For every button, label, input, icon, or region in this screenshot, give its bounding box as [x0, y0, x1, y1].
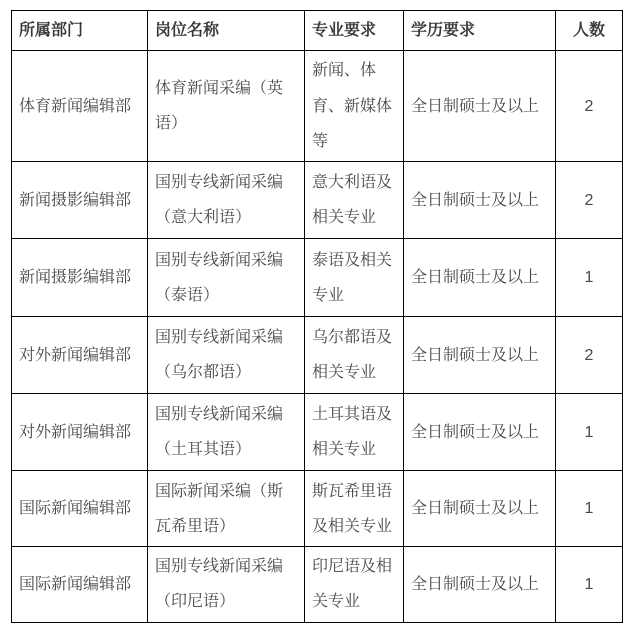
- cell-major: 印尼语及相关专业: [305, 547, 404, 622]
- header-major: 专业要求: [305, 11, 404, 51]
- cell-count: 1: [556, 394, 623, 471]
- cell-position: 国际新闻采编（斯瓦希里语）: [148, 471, 305, 547]
- cell-education: 全日制硕士及以上: [404, 547, 556, 622]
- cell-major: 土耳其语及相关专业: [305, 394, 404, 471]
- cell-count: 2: [556, 162, 623, 239]
- cell-department: 对外新闻编辑部: [12, 317, 148, 394]
- table-row: [12, 547, 623, 622]
- cell-department: 国际新闻编辑部: [12, 547, 148, 622]
- cell-education: 全日制硕士及以上: [404, 394, 556, 471]
- cell-count: 1: [556, 239, 623, 317]
- header-position: 岗位名称: [148, 11, 305, 51]
- cell-department: 新闻摄影编辑部: [12, 162, 148, 239]
- cell-position: 国别专线新闻采编（乌尔都语）: [148, 317, 305, 394]
- header-count: 人数: [556, 11, 623, 51]
- cell-major: 意大利语及相关专业: [305, 162, 404, 239]
- cell-count: 2: [556, 317, 623, 394]
- cell-major: 新闻、体育、新媒体等: [305, 51, 404, 162]
- cell-education: 全日制硕士及以上: [404, 317, 556, 394]
- cell-position: 国别专线新闻采编（印尼语）: [148, 547, 305, 622]
- cell-count: 1: [556, 471, 623, 547]
- table-row: [12, 317, 623, 394]
- cell-education: 全日制硕士及以上: [404, 471, 556, 547]
- cell-department: 对外新闻编辑部: [12, 394, 148, 471]
- cell-position: 国别专线新闻采编（土耳其语）: [148, 394, 305, 471]
- header-education: 学历要求: [404, 11, 556, 51]
- table-row: [12, 162, 623, 239]
- table-header-row: [12, 11, 623, 51]
- cell-major: 乌尔都语及相关专业: [305, 317, 404, 394]
- cell-department: 体育新闻编辑部: [12, 51, 148, 162]
- cell-count: 2: [556, 51, 623, 162]
- cell-education: 全日制硕士及以上: [404, 51, 556, 162]
- header-department: 所属部门: [12, 11, 148, 51]
- table-row: [12, 394, 623, 471]
- cell-position: 体育新闻采编（英语）: [148, 51, 305, 162]
- cell-major: 泰语及相关专业: [305, 239, 404, 317]
- table-row: [12, 471, 623, 547]
- table-row: [12, 239, 623, 317]
- cell-position: 国别专线新闻采编（意大利语）: [148, 162, 305, 239]
- cell-position: 国别专线新闻采编（泰语）: [148, 239, 305, 317]
- cell-department: 新闻摄影编辑部: [12, 239, 148, 317]
- recruitment-table: [11, 10, 623, 623]
- cell-department: 国际新闻编辑部: [12, 471, 148, 547]
- cell-count: 1: [556, 547, 623, 622]
- table-row: [12, 51, 623, 162]
- cell-education: 全日制硕士及以上: [404, 162, 556, 239]
- cell-major: 斯瓦希里语及相关专业: [305, 471, 404, 547]
- cell-education: 全日制硕士及以上: [404, 239, 556, 317]
